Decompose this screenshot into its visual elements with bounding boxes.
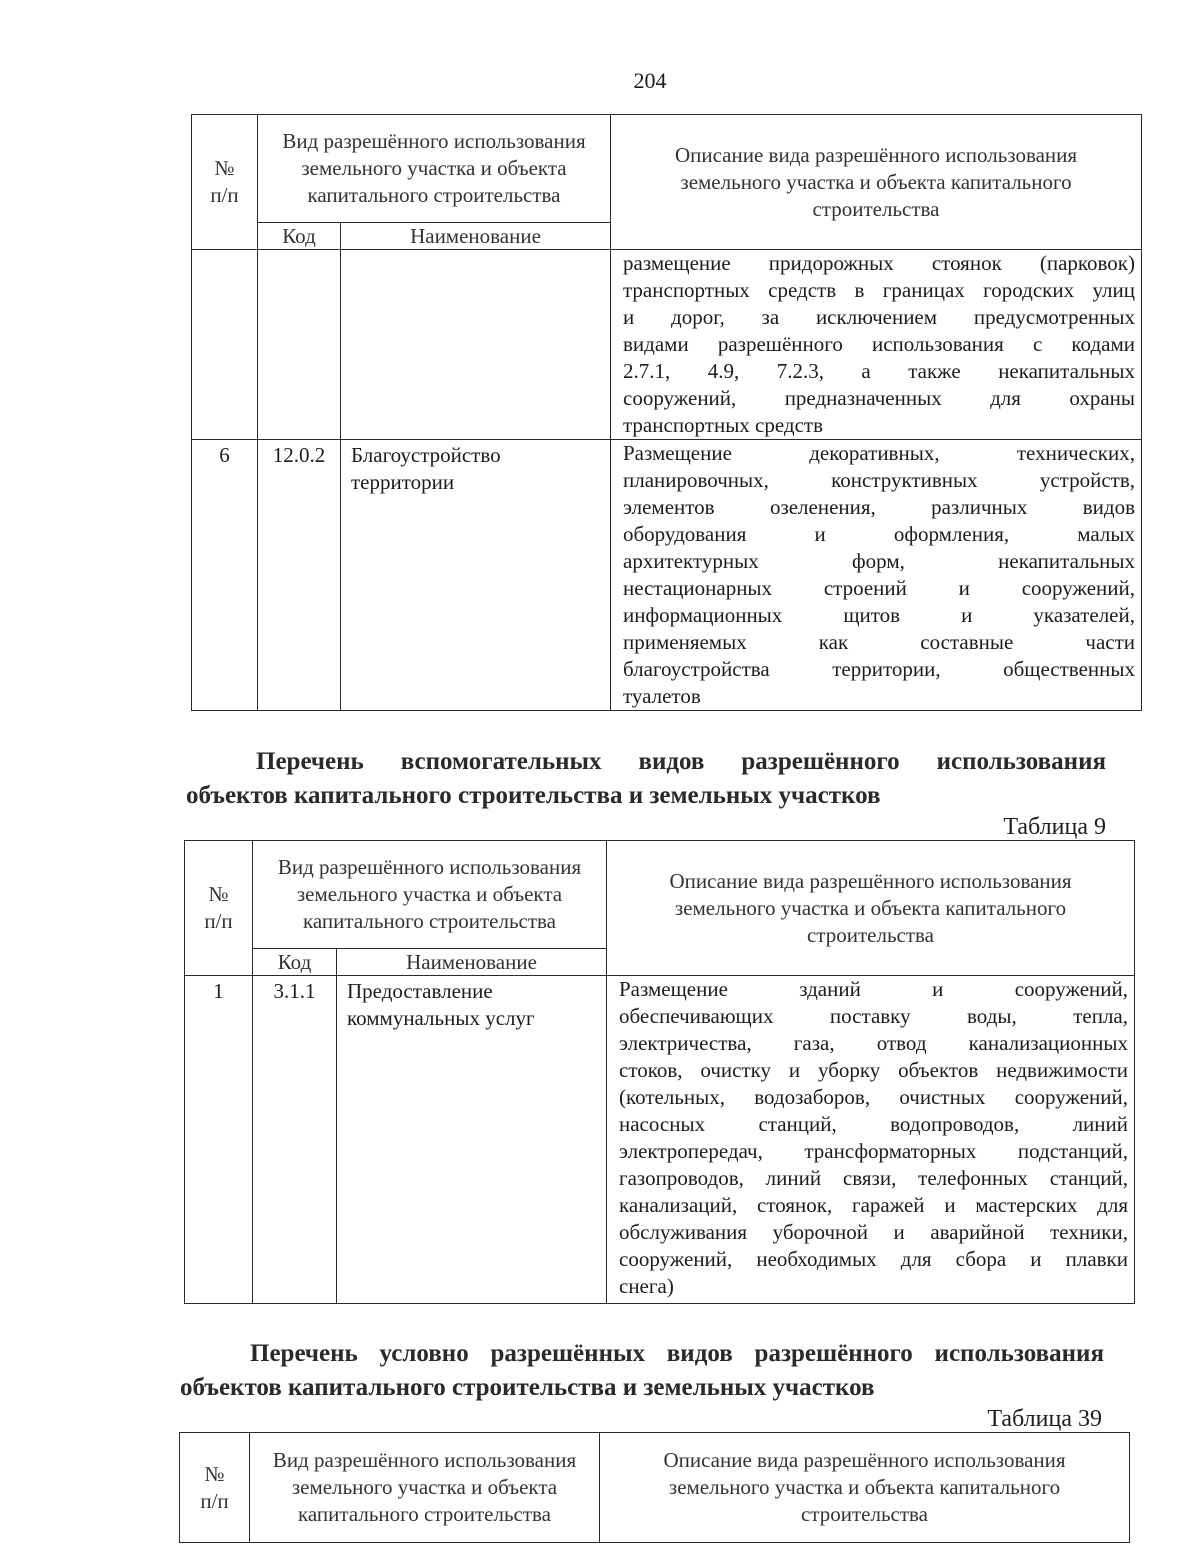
row-name: Благоустройство территории [341,440,611,711]
table-caption: Таблица 39 [987,1406,1102,1432]
header-name: Наименование [337,949,607,976]
desc-line: сооружений, необходимых для сбора и плавки [619,1247,1128,1271]
desc-line: туалетов [623,684,701,708]
desc-line: транспортных средств [623,413,824,437]
header-vid: Вид разрешённого использования земельного участка и объекта капитального строительства [250,1433,600,1543]
table-caption: Таблица 9 [1003,814,1106,840]
desc-line: размещение придорожных стоянок (парковок) [623,251,1135,275]
row-num [192,250,258,440]
heading-line: Перечень условно разрешённых видов разрешённого использования [250,1340,1104,1367]
heading-line: Перечень вспомогательных видов разрешённого использования [256,748,1106,775]
desc-line: сооружений, предназначенных для охраны [623,386,1135,410]
header-desc: Описание вида разрешённого использования земельного участка и объекта капитального строительства [607,841,1135,976]
desc-line: транспортных средств в границах городских улиц [623,278,1135,302]
desc-line: благоустройства территории, общественных [623,657,1135,681]
desc-line: канализаций, стоянок, гаражей и мастерских для [619,1193,1128,1217]
desc-line: информационных щитов и указателей, [623,603,1135,627]
desc-line: стоков, очистку и уборку объектов недвижимости [619,1058,1128,1082]
header-num-symbol: № [204,1461,225,1486]
desc-line: оборудования и оформления, малых [623,522,1135,546]
desc-line: обеспечивающих поставку воды, тепла, [619,1004,1128,1028]
section-heading-conditional [180,1337,1104,1405]
table-auxiliary [184,840,1135,1304]
row-name [341,250,611,440]
header-name: Наименование [341,223,611,250]
table-row [192,440,1142,711]
desc-line: архитектурных форм, некапитальных [623,549,1135,573]
row-code: 12.0.2 [258,440,341,711]
desc-line: снега) [619,1274,674,1298]
row-description [611,440,1142,711]
header-code: Код [258,223,341,250]
header-num-abbrev: п/п [200,1488,229,1513]
heading-line: объектов капитального строительства и земельных участков [180,1374,875,1401]
desc-line: видами разрешённого использования с кодами [623,332,1135,356]
header-vid: Вид разрешённого использования земельного участка и объекта капитального строительства [253,841,607,949]
desc-line: Размещение зданий и сооружений, [619,977,1128,1001]
desc-line: элементов озеленения, различных видов [623,495,1135,519]
heading-line: объектов капитального строительства и земельных участков [186,782,881,809]
desc-line: электропередач, трансформаторных подстанций, [619,1139,1128,1163]
row-name: Предоставление коммунальных услуг [337,976,607,1304]
desc-line: и дорог, за исключением предусмотренных [623,305,1135,329]
header-code: Код [253,949,337,976]
desc-line: газопроводов, линий связи, телефонных станций, [619,1166,1128,1190]
page-number: 204 [633,68,667,93]
desc-line: 2.7.1, 4.9, 7.2.3, а также некапитальных [623,359,1135,383]
desc-line: применяемых как составные части [623,630,1135,654]
header-num-abbrev: п/п [210,183,239,207]
desc-line: обслуживания уборочной и аварийной техники, [619,1220,1128,1244]
table-continued [191,114,1142,711]
table-row [192,250,1142,440]
row-description [611,250,1142,440]
header-desc: Описание вида разрешённого использования земельного участка и объекта капитального строительства [600,1433,1130,1543]
desc-line: насосных станций, водопроводов, линий [619,1112,1128,1136]
desc-line: электричества, газа, отвод канализационных [619,1031,1128,1055]
header-num [185,841,253,976]
row-num: 6 [192,440,258,711]
table-conditional [179,1432,1130,1543]
header-num-abbrev: п/п [204,909,233,933]
desc-line: Размещение декоративных, технических, [623,441,1135,465]
desc-line: планировочных, конструктивных устройств, [623,468,1135,492]
table-row [185,976,1135,1304]
desc-line: (котельных, водозаборов, очистных сооружений, [619,1085,1128,1109]
row-num: 1 [185,976,253,1304]
desc-line: нестационарных строений и сооружений, [623,576,1135,600]
header-desc: Описание вида разрешённого использования земельного участка и объекта капитального строительства [611,115,1142,250]
header-num-symbol: № [214,156,235,180]
header-vid: Вид разрешённого использования земельного участка и объекта капитального строительства [258,115,611,223]
section-heading-auxiliary [186,745,1106,813]
header-num [180,1433,250,1543]
header-num [192,115,258,250]
row-description [607,976,1135,1304]
header-num-symbol: № [208,882,229,906]
row-code: 3.1.1 [253,976,337,1304]
row-code [258,250,341,440]
